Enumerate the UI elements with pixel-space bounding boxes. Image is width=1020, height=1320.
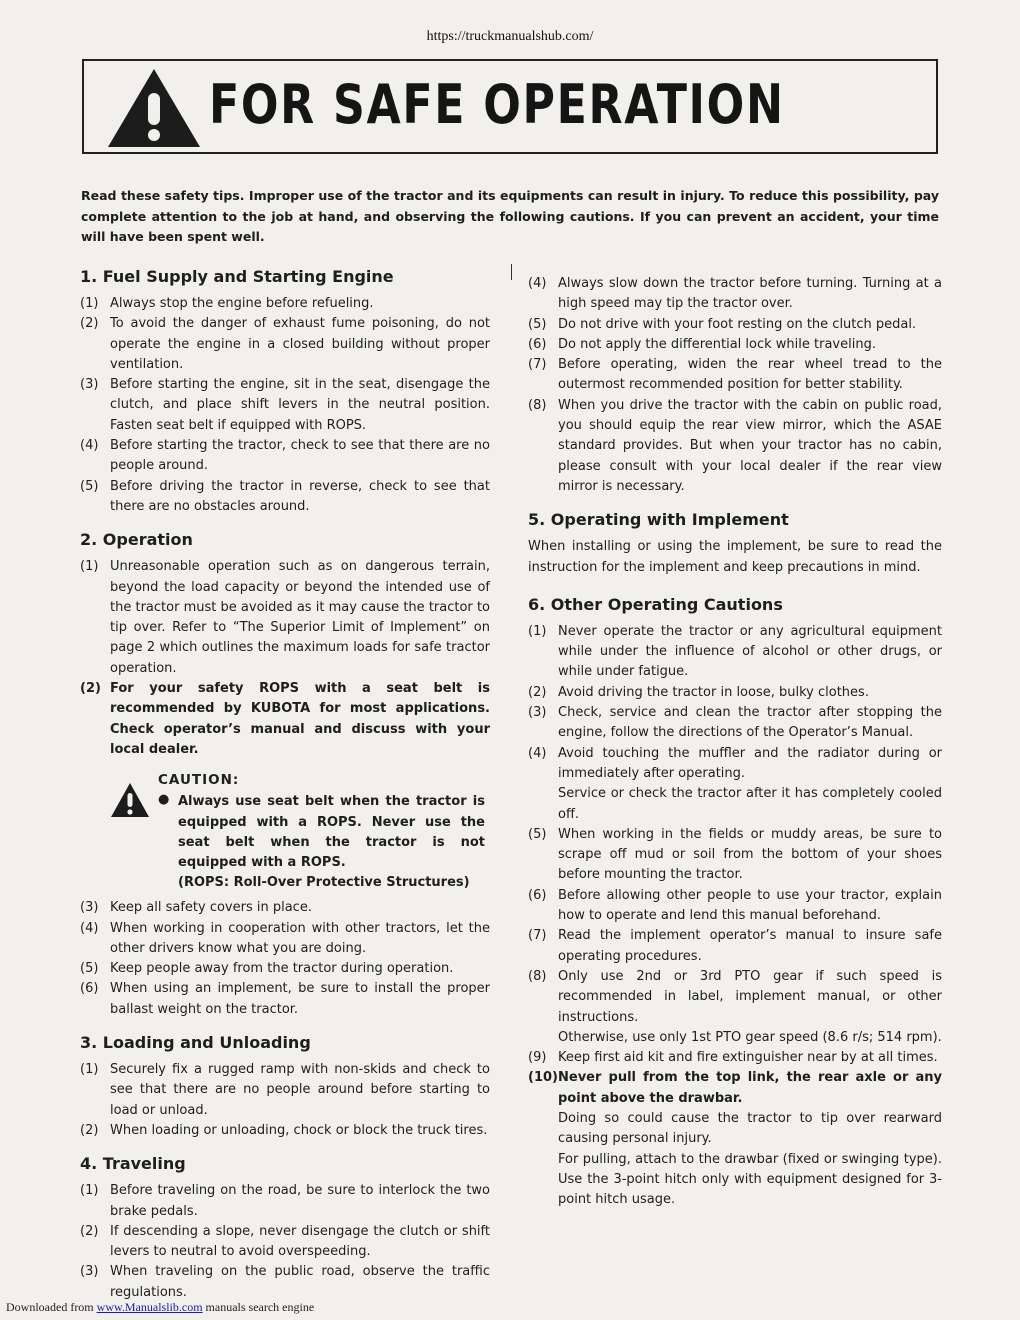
list-item: [80, 477, 490, 518]
item-text: Keep first aid kit and fire extinguisher near by at all times.: [558, 1050, 938, 1066]
section-title-fuel: 1. Fuel Supply and Starting Engine: [80, 267, 394, 286]
item-number: (9): [528, 1050, 547, 1066]
warning-triangle-icon: [106, 67, 202, 149]
section-title-traveling: 4. Traveling: [80, 1154, 186, 1174]
list-item: [528, 886, 942, 927]
item-text: Never operate the tractor or any agricultural equipment while under the influence of alcohol or other drugs, or while under fatigue.: [558, 623, 942, 680]
list-item: [80, 1060, 490, 1121]
item-text: Before driving the tractor in reverse, check to see that there are no obstacles around.: [110, 478, 490, 514]
item-text: Never pull from the top link, the rear axle or any point above the drawbar.: [558, 1070, 942, 1106]
list-item: [80, 294, 490, 314]
download-footer: [6, 1300, 314, 1315]
list-item: [528, 683, 942, 703]
item-number: (4): [80, 920, 99, 936]
item-number: (1): [80, 1183, 99, 1199]
warning-triangle-icon: [110, 782, 150, 818]
left-column: [80, 266, 490, 1303]
list-item: [80, 436, 490, 477]
item-number: (5): [528, 316, 547, 332]
item-text: Before starting the tractor, check to see that there are no people around.: [110, 438, 490, 474]
list-item: [528, 703, 942, 744]
item-number: (1): [528, 623, 547, 639]
manualslib-link[interactable]: www.Manualslib.com: [96, 1300, 203, 1314]
item-text: When loading or unloading, chock or block the truck tires.: [110, 1122, 488, 1138]
list-item: [528, 315, 942, 335]
list-item: [528, 1068, 942, 1109]
item-text: Avoid touching the muffler and the radiator during or immediately after operating.: [558, 745, 942, 781]
item-number: (2): [80, 1122, 99, 1138]
list-item: [528, 1048, 942, 1068]
item-number: (2): [528, 684, 547, 700]
item-number: (8): [528, 968, 547, 984]
caution-body: Always use seat belt when the tractor is equipped with a ROPS. Never use the seat belt when the tractor is not equipped with a ROPS.: [178, 794, 485, 871]
list-item: [80, 1121, 490, 1141]
item-number: (6): [528, 887, 547, 903]
item-number: (5): [528, 826, 547, 842]
item-continuation: Otherwise, use only 1st PTO gear speed (8.6 r/s; 514 rpm).: [558, 1029, 942, 1045]
item-number: (2): [80, 316, 99, 332]
list-item: [80, 979, 490, 1020]
section-title-operation: 2. Operation: [80, 530, 193, 550]
item-text: Do not apply the differential lock while traveling.: [558, 336, 876, 352]
item-text: Read the implement operator’s manual to insure safe operating procedures.: [558, 928, 942, 964]
column-divider: [511, 264, 512, 280]
item-text: Keep all safety covers in place.: [110, 900, 312, 916]
item-number: (4): [528, 276, 547, 291]
item-text: Before operating, widen the rear wheel tread to the outermost recommended position for better stability.: [558, 357, 942, 393]
source-url: https://truckmanualshub.com/: [426, 29, 594, 44]
list-item: [80, 1222, 490, 1263]
item-number: (4): [528, 745, 547, 761]
caution-note: (ROPS: Roll-Over Protective Structures): [178, 875, 470, 891]
right-column: [528, 274, 942, 1210]
item-text: Always slow down the tractor before turning. Turning at a high speed may tip the tractor over.: [558, 276, 942, 312]
item-number: (7): [528, 357, 547, 373]
item-text: If descending a slope, never disengage the clutch or shift levers to neutral to avoid overspeeding.: [110, 1223, 490, 1260]
item-text: Only use 2nd or 3rd PTO gear if such speed is recommended in label, implement manual, or other instructions.: [558, 968, 942, 1025]
item-number: (7): [528, 928, 547, 944]
item-text: Avoid driving the tractor in loose, bulky clothes.: [558, 684, 869, 700]
item-number: (6): [528, 336, 547, 352]
item-number: (2): [80, 681, 101, 697]
list-item: [528, 355, 942, 396]
item-text: Always stop the engine before refueling.: [110, 296, 374, 311]
item-number: (1): [80, 559, 99, 575]
item-number: (3): [80, 900, 99, 916]
intro-paragraph: Read these safety tips. Improper use of the tractor and its equipments can result in injury. To reduce this possibility, pay complete attention to the job at hand, and observing the following cautions. If you can prevent an accident, your time will have been spent well.: [81, 188, 939, 244]
item-continuation: Doing so could cause the tractor to tip over rearward causing personal injury.: [558, 1110, 942, 1147]
caution-box: [80, 772, 490, 892]
list-item: [528, 967, 942, 1028]
list-item: [80, 1262, 490, 1303]
footer-prefix: Downloaded from: [6, 1300, 94, 1314]
item-number: (3): [528, 705, 547, 721]
list-item: [80, 557, 490, 679]
list-item: [80, 375, 490, 436]
item-text: Securely fix a rugged ramp with non-skids and check to see that there are no people around before starting to load or unload.: [110, 1062, 490, 1118]
item-number: (5): [80, 961, 99, 977]
caution-text: [178, 792, 485, 893]
item-number: (2): [80, 1223, 99, 1239]
item-text: Unreasonable operation such as on dangerous terrain, beyond the load capacity or beyond the intended use of the tractor must be avoided as it may cause the tractor to tip over. Refer to “The Superior Limit of Implement” on page 2 which outlines the maximum loads for safe tractor operation.: [110, 559, 490, 676]
list-item: [528, 825, 942, 886]
list-item: [80, 679, 490, 760]
item-text: Before allowing other people to use your tractor, explain how to operate and lend this manual beforehand.: [558, 887, 942, 924]
list-item: [528, 335, 942, 355]
item-number: (1): [80, 296, 99, 311]
list-item: [80, 898, 490, 918]
item-text: Check, service and clean the tractor after stopping the engine, follow the directions of the Operator’s Manual.: [558, 705, 942, 741]
item-text: When working in cooperation with other tractors, let the other drivers know what you are doing.: [110, 920, 490, 956]
item-text: Do not drive with your foot resting on the clutch pedal.: [558, 316, 917, 332]
list-item: [528, 274, 942, 315]
footer-suffix: manuals search engine: [205, 1300, 315, 1314]
list-item: [528, 744, 942, 785]
implement-paragraph: When installing or using the implement, be sure to read the instruction for the implement and keep precautions in mind.: [528, 539, 942, 575]
list-item: [80, 1181, 490, 1222]
list-item: [80, 919, 490, 960]
item-text: When working in the fields or muddy areas, be sure to scrape off mud or soil from the bottom of your shoes before mounting the tractor.: [558, 826, 942, 883]
item-number: (1): [80, 1062, 99, 1078]
item-text: When traveling on the public road, observe the traffic regulations.: [110, 1264, 490, 1300]
caution-bullet: ●: [158, 792, 170, 808]
item-number: (3): [80, 1264, 99, 1280]
item-continuation: Service or check the tractor after it has completely cooled off.: [558, 786, 942, 822]
item-number: (5): [80, 478, 99, 494]
item-text: Before starting the engine, sit in the seat, disengage the clutch, and place shift levers in the neutral position. Fasten seat belt if equipped with ROPS.: [110, 377, 490, 433]
caution-label: CAUTION:: [158, 772, 240, 789]
page-title: FOR SAFE OPERATION: [209, 73, 785, 136]
list-item: [528, 396, 942, 497]
item-text: For your safety ROPS with a seat belt is recommended by KUBOTA for most applications. Check operator’s manual and discuss with your local dealer.: [110, 681, 490, 757]
item-number: (8): [528, 397, 547, 413]
item-number: (10): [528, 1070, 558, 1086]
item-text: Before traveling on the road, be sure to interlock the two brake pedals.: [110, 1183, 490, 1219]
list-item: [528, 926, 942, 967]
list-item: [80, 959, 490, 979]
list-item: [528, 622, 942, 683]
section-title-other: 6. Other Operating Cautions: [528, 594, 783, 614]
list-item: [80, 314, 490, 375]
item-text: When you drive the tractor with the cabin on public road, you should equip the rear view mirror, which the ASAE standard provides. But when your tractor has no cabin, please consult with your local dealer if the rear view mirror is necessary.: [558, 397, 942, 494]
section-title-implement: 5. Operating with Implement: [528, 510, 789, 530]
item-continuation: For pulling, attach to the drawbar (fixed or swinging type). Use the 3-point hitch only with equipment designed for 3-point hitch usage.: [558, 1151, 942, 1208]
item-number: (3): [80, 377, 99, 393]
item-number: (4): [80, 438, 99, 454]
section-title-loading: 3. Loading and Unloading: [80, 1033, 311, 1053]
item-number: (6): [80, 981, 99, 997]
item-text: Keep people away from the tractor during operation.: [110, 961, 454, 977]
item-text: When using an implement, be sure to install the proper ballast weight on the tractor.: [110, 981, 490, 1017]
item-text: To avoid the danger of exhaust fume poisoning, do not operate the engine in a closed building without proper ventilation.: [110, 316, 490, 372]
title-banner: [82, 59, 938, 154]
